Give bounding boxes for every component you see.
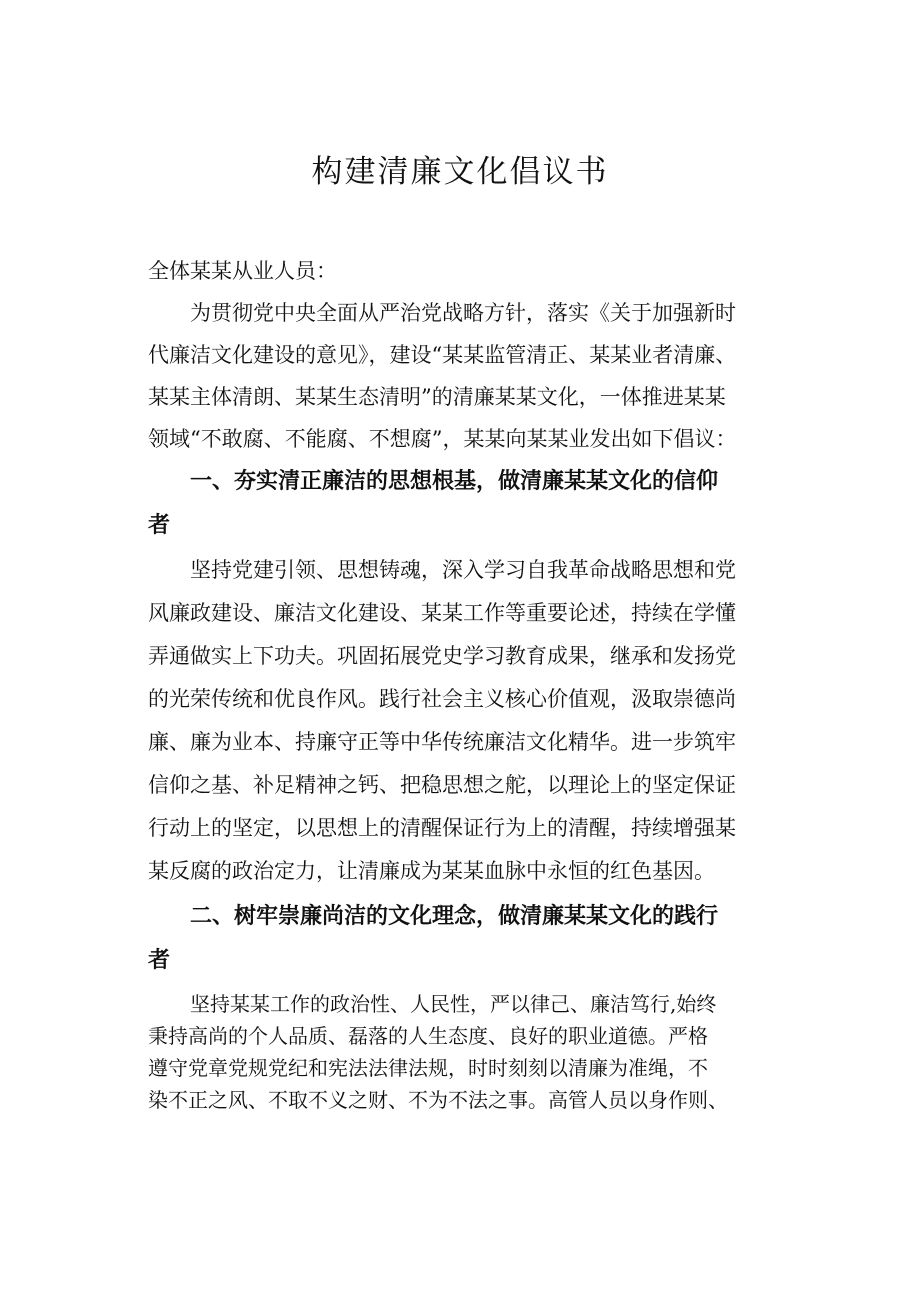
- intro-line: 为贯彻党中央全面从严治党战略方针，落实《关于加强新时: [190, 301, 736, 325]
- intro-line: 领域“不敢腐、不能腐、不想腐”，某某向某某业发出如下倡议：: [148, 427, 737, 451]
- intro-line: 代廉洁文化建设的意见》，建设“某某监管清正、某某业者清廉、: [148, 343, 737, 367]
- heading-line: 二、树牢崇廉尚洁的文化理念，做清廉某某文化的践行: [190, 904, 719, 929]
- intro-line: 某某主体清朗、某某生态清明”的清廉某某文化，一体推进某某: [148, 385, 726, 409]
- body-line: 某反腐的政治定力，让清廉成为某某血脉中永恒的红色基因。: [148, 859, 715, 883]
- body-line: 秉持高尚的个人品质、磊落的人生态度、良好的职业道德。严格: [148, 1024, 708, 1048]
- heading-line: 一、夯实清正廉洁的思想根基，做清廉某某文化的信仰: [190, 469, 719, 494]
- body-line: 廉、廉为业本、持廉守正等中华传统廉洁文化精华。进一步筑牢: [148, 730, 736, 754]
- heading-line: 者: [148, 948, 171, 973]
- salutation: 全体某某从业人员：: [148, 259, 337, 283]
- document-title: 构建清廉文化倡议书: [311, 154, 609, 190]
- body-line: 遵守党章党规党纪和宪法法律法规，时时刻刻以清廉为准绳，不: [148, 1056, 708, 1080]
- body-line: 染不正之风、不取不义之财、不为不法之事。高管人员以身作则、: [148, 1088, 728, 1112]
- body-line: 坚持某某工作的政治性、人民性，严以律己、廉洁笃行,始终: [190, 992, 717, 1016]
- body-line: 弄通做实上下功夫。巩固拓展党史学习教育成果，继承和发扬党: [148, 644, 736, 668]
- body-line: 坚持党建引领、思想铸魂，深入学习自我革命战略思想和党: [190, 558, 736, 582]
- heading-line: 者: [148, 513, 171, 538]
- body-line: 信仰之基、补足精神之钙、把稳思想之舵，以理论上的坚定保证: [148, 773, 736, 797]
- body-line: 的光荣传统和优良作风。践行社会主义核心价值观，汲取崇德尚: [148, 687, 736, 711]
- body-line: 行动上的坚定，以思想上的清醒保证行为上的清醒，持续增强某: [148, 816, 736, 840]
- body-line: 风廉政建设、廉洁文化建设、某某工作等重要论述，持续在学懂: [148, 601, 736, 625]
